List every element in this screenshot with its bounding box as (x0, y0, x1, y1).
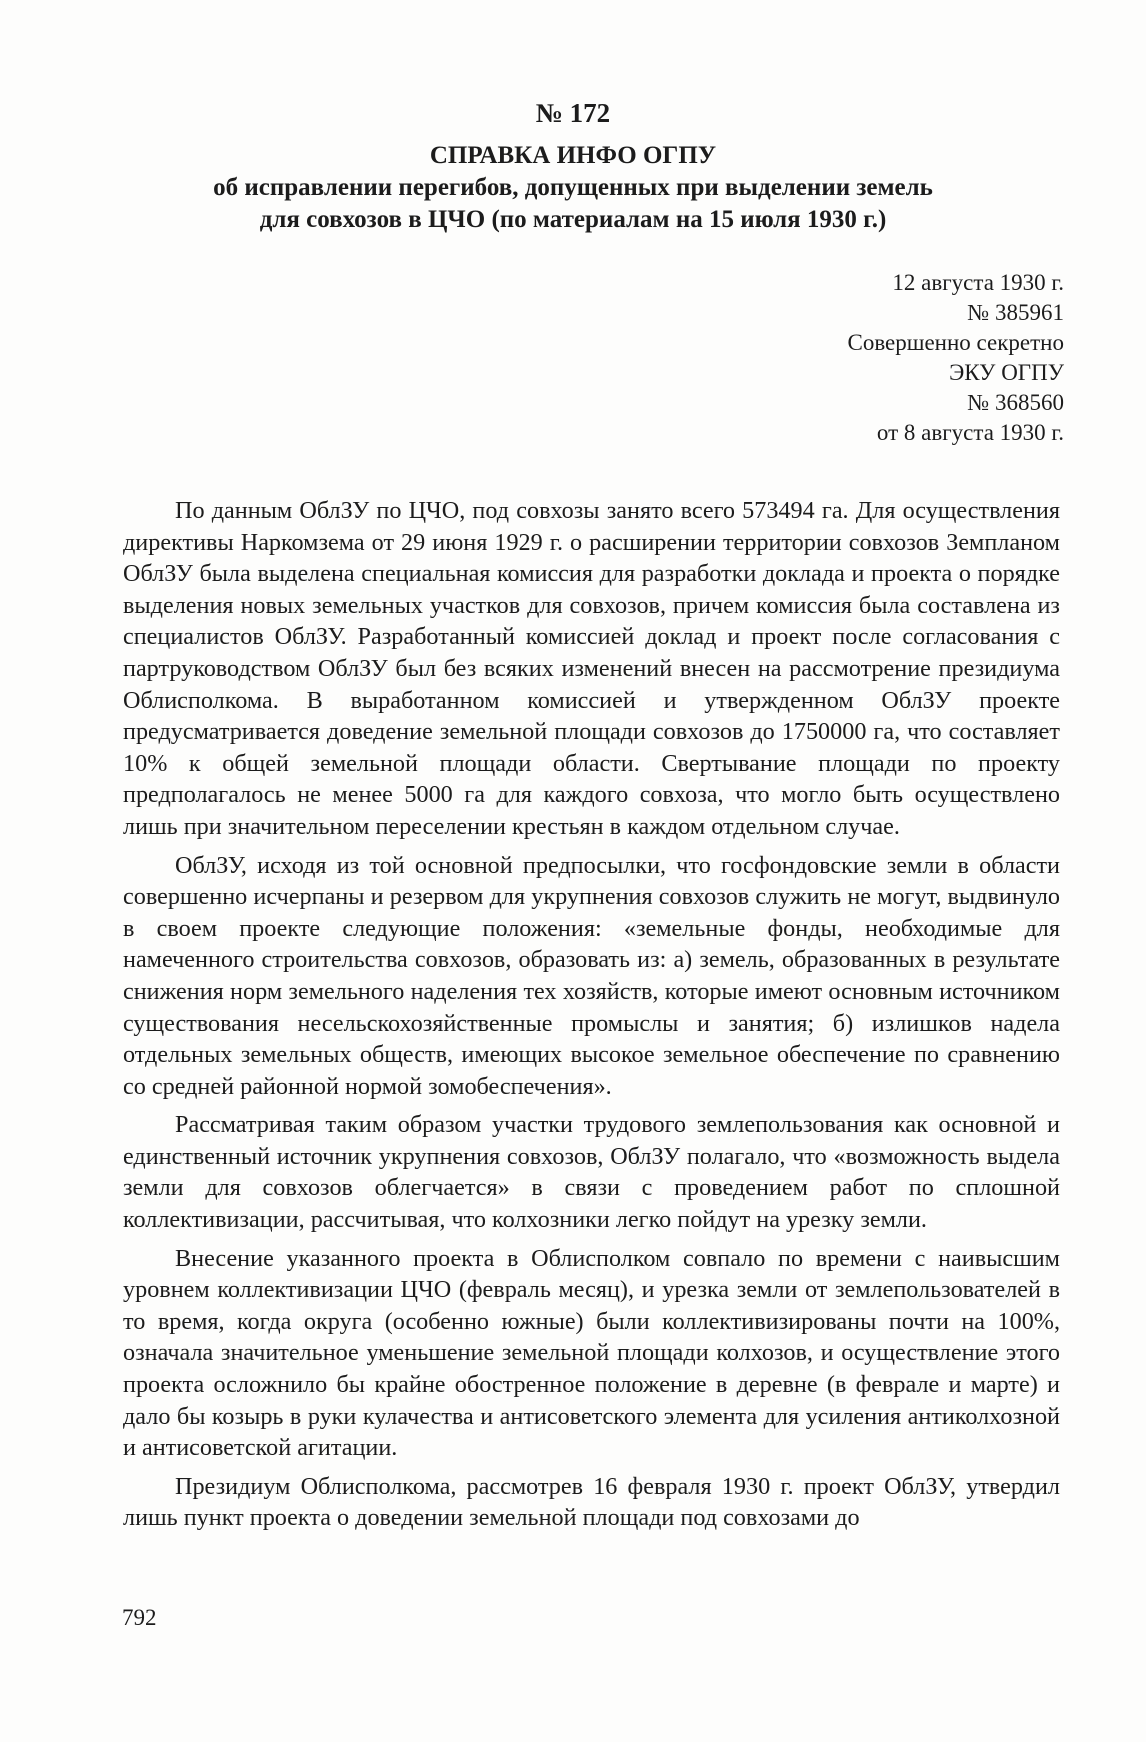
paragraph: Президиум Облисполкома, рассмотрев 16 февраля 1930 г. проект ОблЗУ, утвердил лишь пункт проекта о доведении земельной площади под совхозами до (123, 1472, 1060, 1532)
document-meta (847, 268, 1064, 448)
title-line: для совхозов в ЦЧО (по материалам на 15 июля 1930 г.) (259, 206, 887, 233)
paragraph: ОблЗУ, исходя из той основной предпосылки, что госфондовские земли в области совершенно исчерпаны и резервом для укрупнения совхозов служить не могут, выдвинуло в своем проекте следующие положения: «земельные фонды, необходимые для намеченного строительства совхозов, образовать из: а) земель, образованных в результате снижения норм земельного наделения тех хозяйств, которые имеют основным источником существования несельскохозяйственные промыслы и занятия; б) излишков надела отдельных земельных обществ, имеющих высокое земельное обеспечение по сравнению со средней районной нормой зомобеспечения». (123, 851, 1060, 1100)
meta-department-number: № 368560 (967, 390, 1064, 415)
document-body (123, 495, 1060, 1541)
meta-department: ЭКУ ОГПУ (949, 360, 1064, 385)
page-number: 792 (122, 1605, 157, 1630)
document-number: № 172 (535, 98, 611, 128)
paragraph: Рассматривая таким образом участки трудового землепользования как основной и единственный источник укрупнения совхозов, ОблЗУ полагало, что «возможность выдела земли для совхозов облегчается» в связи с проведением работ по сплошной коллективизации, рассчитывая, что колхозники легко пойдут на урезку земли. (123, 1111, 1060, 1234)
meta-classification: Совершенно секретно (847, 330, 1064, 355)
document-title (180, 140, 966, 236)
title-line: об исправлении перегибов, допущенных при выделении земель (213, 174, 933, 201)
meta-date: 12 августа 1930 г. (892, 270, 1064, 295)
meta-registration-number: № 385961 (967, 300, 1064, 325)
meta-department-date: от 8 августа 1930 г. (876, 420, 1064, 445)
paragraph: По данным ОблЗУ по ЦЧО, под совхозы занято всего 573494 га. Для осуществления директивы Наркомзема от 29 июня 1929 г. о расширении территории совхозов Земпланом ОблЗУ была выделена специальная комиссия для разработки доклада и проекта о порядке выделения новых земельных участков для совхозов, причем комиссия была составлена из специалистов ОблЗУ. Разработанный комиссией доклад и проект после согласования с партруководством ОблЗУ был без всяких изменений внесен на рассмотрение президиума Облисполкома. В выработанном комиссией и утвержденном ОблЗУ проекте предусматривается доведение земельной площади совхозов до 1750000 га, что составляет 10% к общей земельной площади области. Свертывание площади по проекту предполагалось не менее 5000 га для каждого совхоза, что могло быть осуществлено лишь при значительном переселении крестьян в каждом отдельном случае. (123, 497, 1060, 840)
title-line: СПРАВКА ИНФО ОГПУ (429, 142, 717, 169)
paragraph: Внесение указанного проекта в Облисполком совпало по времени с наивысшим уровнем коллективизации ЦЧО (февраль месяц), и урезка земли от землепользователей в то время, когда округа (особенно южные) были коллективизированы почти на 100%, означала значительное уменьшение земельной площади колхозов, и осуществление этого проекта осложнило бы крайне обостренное положение в деревне (в феврале и марте) и дало бы козырь в руки кулачества и антисоветского элемента для усиления антиколхозной и антисоветской агитации. (123, 1244, 1060, 1462)
